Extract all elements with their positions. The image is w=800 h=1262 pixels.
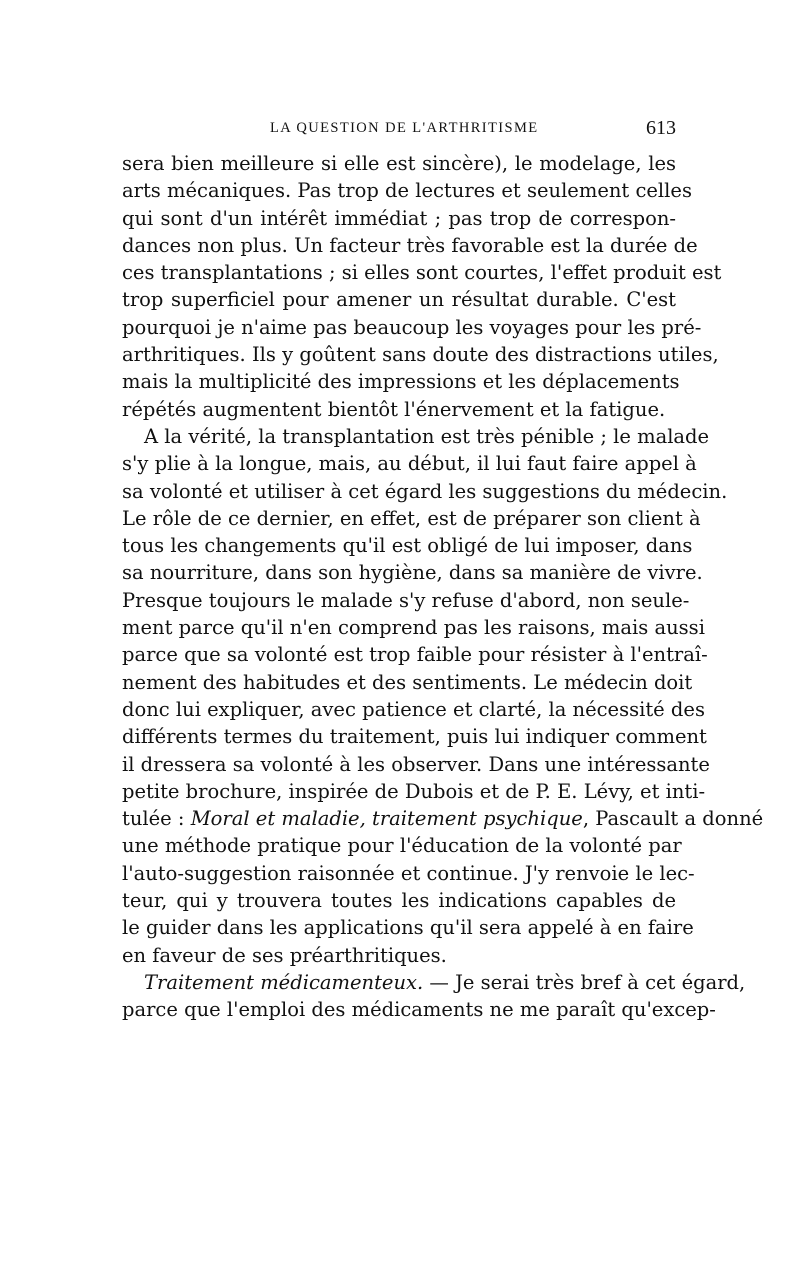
section-lead-text: — Je serai très bref à cet égard, xyxy=(423,970,746,994)
text-line: teur, qui y trouvera toutes les indications capables de xyxy=(122,889,676,913)
text-line: sera bien meilleure si elle est sincère), le modelage, les xyxy=(122,152,676,175)
body-text xyxy=(122,150,764,1024)
citation-suffix: , Pascault a donné xyxy=(582,807,764,831)
text-line: dances non plus. Un facteur très favorable est la durée de xyxy=(122,233,698,257)
text-line: il dressera sa volonté à les observer. Dans une intéressante xyxy=(122,752,710,776)
text-line: différents termes du traitement, puis lui indiquer comment xyxy=(122,725,707,749)
text-line: nement des habitudes et des sentiments. Le médecin doit xyxy=(122,670,693,694)
text-line: l'auto-suggestion raisonnée et continue. J'y renvoie le lec- xyxy=(122,861,695,885)
text-line: ment parce qu'il n'en comprend pas les raisons, mais aussi xyxy=(122,616,705,640)
text-line-citation xyxy=(122,805,764,832)
text-line: s'y plie à la longue, mais, au début, il lui faut faire appel à xyxy=(122,452,697,476)
text-line: donc lui expliquer, avec patience et clarté, la nécessité des xyxy=(122,697,705,721)
text-line: sa nourriture, dans son hygiène, dans sa manière de vivre. xyxy=(122,561,703,585)
text-line: A la vérité, la transplantation est très pénible ; le malade xyxy=(144,424,710,448)
text-line: tous les changements qu'il est obligé de lui imposer, dans xyxy=(122,534,693,558)
cited-title: Moral et maladie, traitement psychique xyxy=(190,807,583,831)
text-line: Le rôle de ce dernier, en effet, est de préparer son client à xyxy=(122,506,701,530)
text-line: Presque toujours le malade s'y refuse d'abord, non seule- xyxy=(122,588,690,612)
running-head xyxy=(122,112,682,146)
text-line: mais la multiplicité des impressions et les déplacements xyxy=(122,370,680,394)
text-line: sa volonté et utiliser à cet égard les suggestions du médecin. xyxy=(122,479,728,503)
text-line: arthritiques. Ils y goûtent sans doute des distractions utiles, xyxy=(122,343,719,367)
text-line: qui sont d'un intérêt immédiat ; pas trop de correspon- xyxy=(122,206,676,230)
text-line: le guider dans les applications qu'il sera appelé à en faire xyxy=(122,916,694,940)
running-title: LA QUESTION DE L'ARTHRITISME xyxy=(270,120,539,136)
section-heading: Traitement médicamenteux. xyxy=(144,970,424,994)
text-line: arts mécaniques. Pas trop de lectures et seulement celles xyxy=(122,179,692,203)
citation-prefix: tulée : xyxy=(122,807,191,831)
text-line: en faveur de ses préarthritiques. xyxy=(122,943,447,967)
page-number: 613 xyxy=(646,117,676,139)
text-line-section-lead xyxy=(122,969,746,996)
text-line: répétés augmentent bientôt l'énervement et la fatigue. xyxy=(122,397,666,421)
text-line: une méthode pratique pour l'éducation de la volonté par xyxy=(122,834,682,858)
text-line: parce que l'emploi des médicaments ne me paraît qu'excep- xyxy=(122,998,716,1022)
text-line: ces transplantations ; si elles sont courtes, l'effet produit est xyxy=(122,261,722,285)
text-line: trop superficiel pour amener un résultat durable. C'est xyxy=(122,288,676,312)
text-line: pourquoi je n'aime pas beaucoup les voyages pour les pré- xyxy=(122,315,702,339)
text-line: petite brochure, inspirée de Dubois et de P. E. Lévy, et inti- xyxy=(122,779,706,803)
text-line: parce que sa volonté est trop faible pour résister à l'entraî- xyxy=(122,643,708,667)
